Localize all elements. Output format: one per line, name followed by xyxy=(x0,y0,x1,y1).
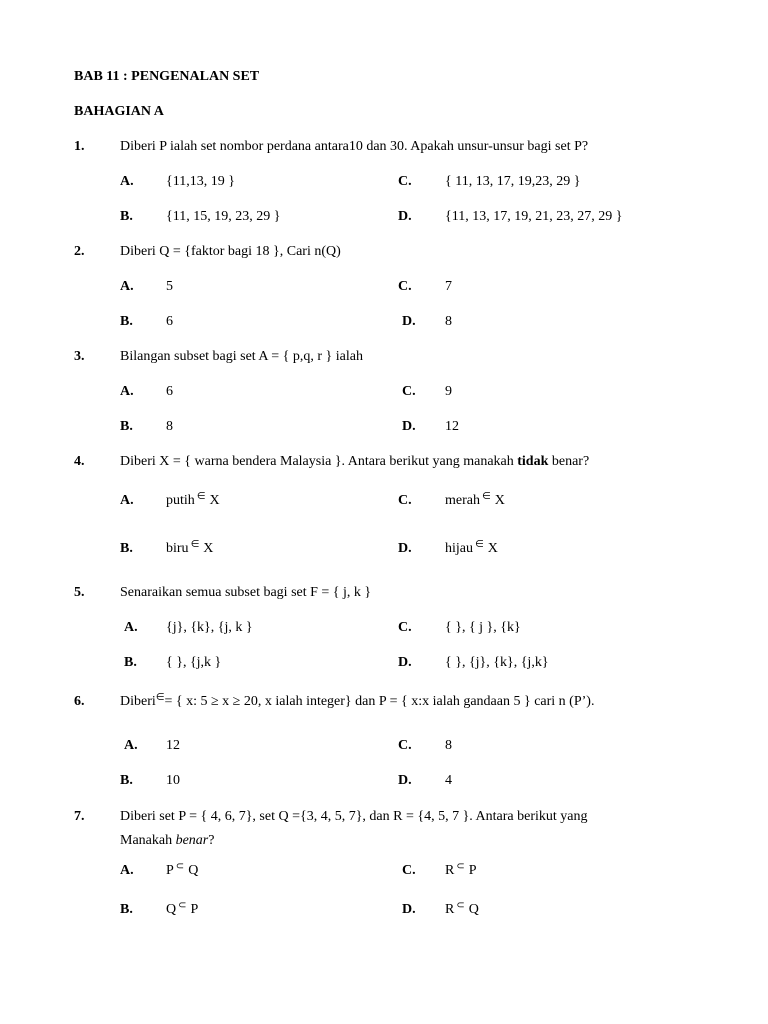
question-text-part: ? xyxy=(208,833,215,848)
option-label: A. xyxy=(120,384,134,399)
option-text xyxy=(166,540,213,559)
option-term: R xyxy=(445,863,455,878)
option-label: C. xyxy=(398,738,412,753)
option-text: 12 xyxy=(166,738,180,753)
option-text: 9 xyxy=(445,384,452,399)
option-label: A. xyxy=(120,493,134,508)
option-label: A. xyxy=(124,738,138,753)
option-label: D. xyxy=(398,541,412,556)
question-text-part: Diberi xyxy=(120,694,156,709)
option-set: X xyxy=(209,493,220,508)
option-text: 7 xyxy=(445,279,452,294)
option-term: putih xyxy=(166,493,195,508)
option-label: D. xyxy=(398,773,412,788)
question-text: Senaraikan semua subset bagi set F = { j, k } xyxy=(120,585,372,600)
option-label: D. xyxy=(398,209,412,224)
option-text: 6 xyxy=(166,314,173,329)
question-number: 1. xyxy=(74,139,85,154)
option-text xyxy=(166,901,198,920)
element-of-icon: ∈ xyxy=(196,491,206,502)
option-label: C. xyxy=(402,384,416,399)
question-number: 6. xyxy=(74,694,85,709)
option-text: {11, 13, 17, 19, 21, 23, 27, 29 } xyxy=(445,209,623,224)
emphasis-text: tidak xyxy=(517,454,549,469)
question-number: 4. xyxy=(74,454,85,469)
option-term: Q xyxy=(166,902,177,917)
option-label: D. xyxy=(402,902,416,917)
option-label: B. xyxy=(120,419,133,434)
question-text xyxy=(120,832,214,850)
option-term: biru xyxy=(166,541,189,556)
option-text: {11,13, 19 } xyxy=(166,174,235,189)
question-text: Diberi P ialah set nombor perdana antara10 dan 30. Apakah unsur-unsur bagi set P? xyxy=(120,139,589,154)
element-of-icon: ∈ xyxy=(481,491,491,502)
option-label: C. xyxy=(398,279,412,294)
option-text xyxy=(445,862,477,881)
option-term: merah xyxy=(445,493,480,508)
option-set: X xyxy=(494,493,505,508)
option-label: D. xyxy=(402,419,416,434)
option-text: 4 xyxy=(445,773,452,788)
option-text: 5 xyxy=(166,279,173,294)
option-text: 10 xyxy=(166,773,180,788)
option-text: 8 xyxy=(445,314,452,329)
section-title: BAHAGIAN A xyxy=(74,104,164,119)
option-set: X xyxy=(487,541,498,556)
option-term: hijau xyxy=(445,541,473,556)
option-label: D. xyxy=(398,655,412,670)
option-label: C. xyxy=(398,174,412,189)
option-label: C. xyxy=(398,620,412,635)
option-text xyxy=(445,492,505,511)
option-set: P xyxy=(468,863,477,878)
option-label: B. xyxy=(120,314,133,329)
option-set: Q xyxy=(188,863,199,878)
subset-icon: ⊂ xyxy=(456,861,465,872)
option-label: C. xyxy=(402,863,416,878)
option-text: 8 xyxy=(445,738,452,753)
option-label: A. xyxy=(120,863,134,878)
option-text: {11, 15, 19, 23, 29 } xyxy=(166,209,281,224)
question-text-part: benar? xyxy=(548,454,590,469)
option-text: 6 xyxy=(166,384,173,399)
option-text: { }, { j }, {k} xyxy=(445,620,521,635)
option-set: P xyxy=(190,902,199,917)
emphasis-text: benar xyxy=(175,833,209,848)
option-text xyxy=(166,862,198,881)
option-label: C. xyxy=(398,493,412,508)
option-label: B. xyxy=(124,655,137,670)
option-text: { }, {j}, {k}, {j,k} xyxy=(445,655,549,670)
option-term: R xyxy=(445,902,455,917)
option-label: A. xyxy=(124,620,138,635)
option-label: B. xyxy=(120,902,133,917)
question-number: 3. xyxy=(74,349,85,364)
option-label: A. xyxy=(120,279,134,294)
option-set: Q xyxy=(468,902,479,917)
question-text: Diberi Q = {faktor bagi 18 }, Cari n(Q) xyxy=(120,244,341,259)
question-text-part: Diberi X = { warna bendera Malaysia }. Antara berikut yang manakah xyxy=(120,454,518,469)
chapter-title: BAB 11 : PENGENALAN SET xyxy=(74,69,260,84)
question-text-part: Manakah xyxy=(120,833,176,848)
option-text: 12 xyxy=(445,419,459,434)
option-text: {j}, {k}, {j, k } xyxy=(166,620,253,635)
option-text xyxy=(445,901,479,920)
option-text xyxy=(166,492,220,511)
option-label: B. xyxy=(120,209,133,224)
subset-icon: ⊂ xyxy=(178,900,187,911)
question-text xyxy=(120,453,589,471)
option-text: { 11, 13, 17, 19,23, 29 } xyxy=(445,174,581,189)
option-text: { }, {j,k } xyxy=(166,655,222,670)
question-text: Diberi set P = { 4, 6, 7}, set Q ={3, 4, 5, 7}, dan R = {4, 5, 7 }. Antara berikut yang xyxy=(120,809,588,824)
question-number: 7. xyxy=(74,809,85,824)
option-term: P xyxy=(166,863,174,878)
option-label: A. xyxy=(120,174,134,189)
option-label: B. xyxy=(120,541,133,556)
option-text: 8 xyxy=(166,419,173,434)
question-text-part: = { x: 5 ≥ x ≥ 20, x ialah integer} dan P = { x:x ialah gandaan 5 } cari n (P’). xyxy=(164,694,595,709)
question-number: 5. xyxy=(74,585,85,600)
element-of-icon: ∈ xyxy=(475,539,484,550)
question-number: 2. xyxy=(74,244,85,259)
option-set: X xyxy=(203,541,214,556)
question-text xyxy=(120,693,594,712)
option-label: D. xyxy=(402,314,416,329)
option-text xyxy=(445,540,498,559)
subset-icon: ⊂ xyxy=(456,900,465,911)
option-label: B. xyxy=(120,773,133,788)
question-text: Bilangan subset bagi set A = { p,q, r } ialah xyxy=(120,349,363,364)
subset-icon: ⊂ xyxy=(175,861,185,872)
element-of-icon: ∈ xyxy=(190,539,200,550)
element-of-icon: ∈ xyxy=(155,692,165,703)
